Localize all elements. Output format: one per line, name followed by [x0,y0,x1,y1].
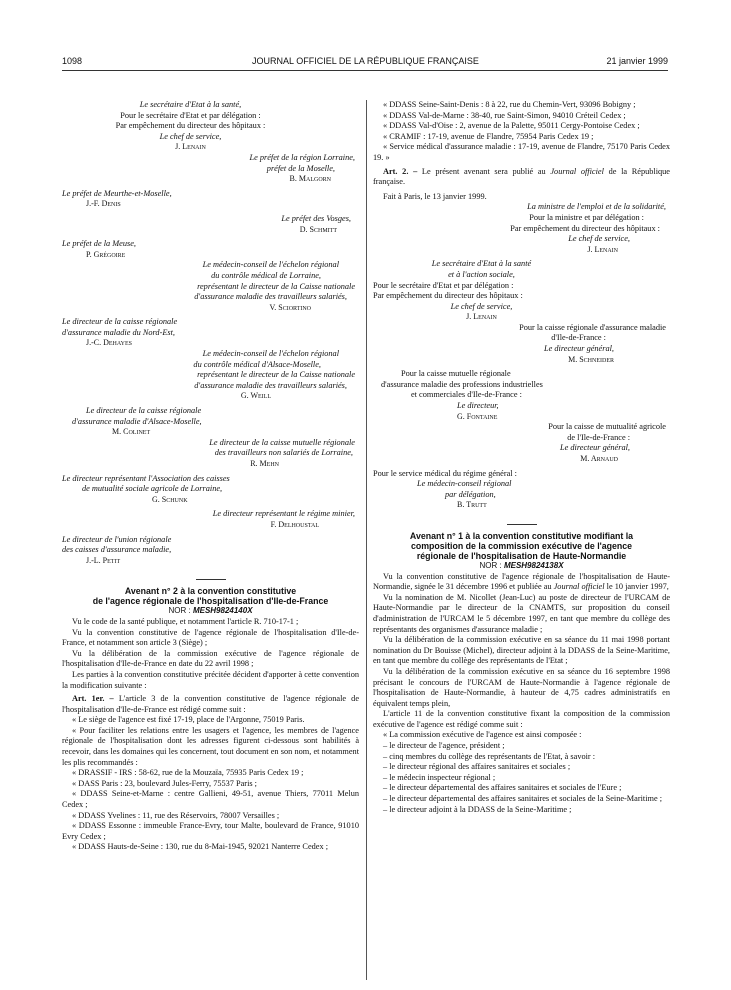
signature-group-r2 [373,259,670,323]
right-column [373,100,670,815]
sig-role: Le directeur de la caisse mutuelle régionale [209,437,355,447]
header-rule [62,70,668,71]
address-line: « DDASS Hauts-de-Seine : 130, rue du 8-Mai-1945, 92021 Nanterre Cedex ; [72,842,329,852]
signature-group-1 [62,100,359,153]
signature-group-2 [62,153,359,185]
sig-role: Le préfet de la Meuse, [62,239,136,249]
nor-reference: NOR : MESH9824140X [168,606,253,616]
paragraph: « Pour faciliter les relations entre les usagers et l'agence, les membres de l'agence régionale de l'hospitalisation dont les adresses figurent ci-dessous sont habilités à recevoir, dans les domaines qui les concernent, tout document en son nom, et notamment les plis recommandés : [62,725,359,767]
sig-role: Le secrétaire d'Etat à la santé, [139,100,242,109]
sig-name: R. Mehn [250,459,279,468]
address-line: « DDASS Essonne : immeuble France-Evry, tour Malte, boulevard de France, 91010 Evry Cedex ; [62,821,359,841]
sig-role: par délégation, [445,489,496,499]
sig-role: des caisses d'assurance maladie, [62,545,172,555]
issue-date: 21 janvier 1999 [606,56,668,66]
column-divider [366,100,367,980]
sig-role: Par empêchement du directeur des hôpitaux : [115,121,266,131]
section-title: composition de la commission exécutive de l'agence [410,540,633,551]
sig-role: Par empêchement du directeur des hôpitaux : [373,291,523,301]
section-title: régionale de l'hospitalisation de Haute-Normandie [416,550,627,561]
sig-role: Le médecin-conseil de l'échelon régional [202,260,339,270]
signature-group-3 [62,189,359,210]
sig-name: D. Schmitt [299,224,337,234]
sig-role: Pour le secrétaire d'Etat et par délégation : [120,110,261,120]
sig-name: J. Lenain [466,312,497,322]
signature-group-6 [62,260,359,313]
sig-role: Pour la ministre et par délégation : [529,212,644,222]
sig-name: V. Sciortino [269,302,311,312]
address-line: « CRAMIF : 17-19, avenue de Flandre, 75954 Paris Cedex 19 ; [383,131,594,141]
sig-role: de mutualité sociale agricole de Lorraine, [82,484,223,494]
page-number: 1098 [62,56,83,66]
sig-name: G. Schunk [152,494,188,504]
sig-role: Le directeur de la caisse régionale [86,406,202,416]
sig-name: P. Grégoire [86,249,126,259]
sub-list-item: – le directeur départemental des affaires sanitaires et sociales de la Seine-Maritime ; [383,794,663,804]
sub-list-item: – le directeur départemental des affaires sanitaires et sociales de l'Eure ; [383,783,622,793]
address-line: « DASS Paris : 23, boulevard Jules-Ferry, 75537 Paris ; [72,778,257,788]
paragraph: Vu le code de la santé publique, et notamment l'article R. 710-17-1 ; [72,616,299,626]
sig-role: Le médecin-conseil régional [417,479,512,489]
signature-group-12 [62,509,359,530]
journal-title: JOURNAL OFFICIEL DE LA RÉPUBLIQUE FRANÇAISE [252,56,479,66]
signature-group-9 [62,406,359,438]
sig-name: J. Lenain [175,142,206,152]
address-line: « DDASS Yvelines : 11, rue des Réservoirs, 78007 Versailles ; [72,810,280,820]
sig-role: Par empêchement du directeur des hôpitaux : [510,223,660,233]
sig-role: et commerciales d'Ile-de-France : [411,390,522,400]
sig-role: Le directeur, [457,401,499,411]
signature-group-5 [62,239,359,260]
avenant-1-section [373,531,670,815]
sig-name: G. Weill [240,391,271,401]
done-at: Fait à Paris, le 13 janvier 1999. [383,191,487,201]
paragraph: Vu la délibération de la commission exécutive de l'agence régionale de l'hospitalisation d'Ile-de-France en date du 22 avril 1998 ; [62,648,359,669]
paragraph: Vu la délibération de la commission exécutive en sa séance du 16 septembre 1998 précisant le concours de l'URCAM de Haute-Normandie à l'agence régionale de l'hospitalisation de Haute-Normandie, à hauteur de 4,75 cadres administratifs en équivalent temps plein, [373,666,670,708]
sig-role: d'assurance maladie des travailleurs salariés, [194,380,347,390]
sig-name: M. Colinet [112,427,151,437]
signature-group-8 [62,349,359,402]
address-line: « DDASS Val-de-Marne : 38-40, rue Saint-Simon, 94010 Créteil Cedex ; [383,110,626,120]
left-column [62,100,359,853]
address-line: « Service médical d'assurance maladie : 17-19, avenue de Flandre, 75170 Paris Cedex 19. » [373,142,670,162]
list-item: – le directeur de l'agence, président ; [383,741,505,751]
signature-group-r3 [373,323,670,365]
sig-role: Le directeur de l'union régionale [62,534,172,544]
sig-role: de l'Ile-de-France : [567,432,630,442]
address-line: « DDASS Val-d'Oise : 2, avenue de la Palette, 95011 Cergy-Pontoise Cedex ; [383,121,640,131]
sig-role: La ministre de l'emploi et de la solidarité, [527,202,666,212]
section-title: de l'agence régionale de l'hospitalisation d'Ile-de-France [92,596,329,607]
signature-group-r5 [373,422,670,464]
sig-role: préfet de la Moselle, [266,163,335,173]
sig-name: J. Lenain [587,244,618,254]
sig-role: Le directeur général, [560,443,630,453]
article-paragraph: Art. 2. – Le présent avenant sera publié au Journal officiel de la République française. [373,166,670,187]
sig-role: Le directeur général, [544,344,614,354]
sig-role: d'Ile-de-France : [551,333,606,343]
sig-role: d'assurance maladie du Nord-Est, [62,327,176,337]
sig-name: J.-L. Petit [86,555,121,565]
address-line: « DRASSIF - IRS : 58-62, rue de la Mouzaïa, 75935 Paris Cedex 19 ; [72,768,304,778]
signature-group-11 [62,474,359,506]
signature-group-r4 [373,369,670,422]
signature-group-r1 [373,202,670,255]
paragraph: Vu la nomination de M. Nicollet (Jean-Luc) au poste de directeur de l'URCAM de Haute-Normandie par le directeur de la CNAMTS, sur proposition du conseil d'administration de l'URCAM le 5 décembre 1997, en tant que membre du collège des représentants des organismes d'assurance maladie ; [373,592,670,634]
nor-reference: NOR : MESH9824138X [479,560,564,570]
sig-role: d'assurance maladie des professions industrielles [381,379,543,389]
sig-role: Pour la caisse régionale d'assurance maladie [519,322,666,332]
signature-group-r6 [373,469,670,511]
sig-role: d'assurance maladie d'Alsace-Moselle, [72,416,202,426]
sig-role: Le préfet des Vosges, [281,213,351,223]
paragraph: « Le siège de l'agence est fixé 17-19, place de l'Argonne, 75019 Paris. [72,715,305,725]
sig-name: G. Fontaine [457,411,498,421]
paragraph: Vu la délibération de la commission exécutive en sa séance du 11 mai 1998 portant nomination du Dr Bouisse (Michel), directeur adjoint à la DDASS de la Seine-Maritime, en tant que membre du collège des représentants de l'Etat ; [373,635,670,666]
article-paragraph: Art. 1er. – L'article 3 de la convention constitutive de l'agence régionale de l'hospitalisation d'Ile-de-France est rédigé comme suit : [62,694,360,714]
address-line: « DDASS Seine-et-Marne : centre Gallieni, 49-51, avenue Thiers, 77011 Melun Cedex ; [62,789,359,810]
sig-name: J.-C. Dehayes [86,338,133,348]
sub-list-item: – le directeur régional des affaires sanitaires et sociales ; [383,762,571,772]
sig-role: Le médecin-conseil de l'échelon régional [202,349,339,359]
sig-role: Pour le secrétaire d'Etat et par délégation : [373,280,514,290]
section-title: Avenant n° 1 à la convention constitutive modifiant la [409,530,634,541]
sig-name: M. Schneider [568,354,614,364]
sub-list-item: – le médecin inspecteur régional ; [383,772,496,782]
sig-name: M. Arnaud [580,454,618,463]
sig-role: du contrôle médical d'Alsace-Moselle, [193,359,321,369]
sig-role: Le chef de service, [568,234,630,244]
signature-group-7 [62,317,359,349]
sig-role: Pour le service médical du régime général : [373,468,517,478]
paragraph: L'article 11 de la convention constitutive fixant la composition de la commission exécutive de l'agence est rédigé comme suit : [373,709,670,729]
sig-role: des travailleurs non salariés de Lorraine, [214,448,353,458]
sig-role: Le préfet de la région Lorraine, [249,152,355,162]
avenant-2-section [62,586,359,853]
address-line: « DDASS Seine-Saint-Denis : 8 à 22, rue du Chemin-Vert, 93096 Bobigny ; [383,100,636,109]
address-list-continued [373,100,670,164]
sig-name: F. Delhoustal [270,519,319,529]
sig-role: d'assurance maladie des travailleurs salariés, [194,292,347,302]
sig-role: représentant le directeur de la Caisse nationale [197,370,355,380]
paragraph: Vu la convention constitutive de l'agence régionale de l'hospitalisation de Haute-Normandie, signée le 31 décembre 1996 et publiée au Journal officiel le 10 janvier 1997, [373,571,670,592]
sig-role: Le secrétaire d'Etat à la santé [431,259,532,269]
sig-role: et à l'action sociale, [448,269,515,279]
sig-role: Le directeur représentant le régime minier, [212,509,355,519]
paragraph: Les parties à la convention constitutive précitée décident d'apporter à cette convention la modification suivante : [62,669,359,690]
sig-role: représentant le directeur de la Caisse nationale [197,281,355,291]
paragraph: « La commission exécutive de l'agence est ainsi composée : [383,730,582,740]
sig-role: Le préfet de Meurthe-et-Moselle, [62,188,172,198]
signature-group-13 [62,535,359,567]
sig-role: Le chef de service, [159,131,222,141]
sig-name: J.-F. Denis [86,199,121,209]
separator [507,524,537,525]
sig-role: Le directeur de la caisse régionale [62,317,178,327]
sig-role: Le directeur représentant l'Association des caisses [62,473,230,483]
sub-list-item: – le directeur adjoint à la DDASS de la Seine-Maritime ; [383,804,572,814]
signature-group-10 [62,438,359,470]
separator [196,579,226,580]
sig-role: Le chef de service, [450,301,513,311]
sig-name: B. Malgorn [289,174,331,184]
sig-role: Pour la caisse mutuelle régionale [401,369,511,379]
paragraph: Vu la convention constitutive de l'agence régionale de l'hospitalisation d'Ile-de-France, et notamment son article 3 (Siège) ; [62,627,359,648]
sig-name: B. Trutt [457,500,487,510]
sig-role: du contrôle médical de Lorraine, [211,270,321,280]
sig-role: Pour la caisse de mutualité agricole [548,422,666,432]
signature-group-4 [62,214,359,235]
list-item: – cinq membres du collège des représentants de l'Etat, à savoir : [383,751,596,761]
section-title: Avenant n° 2 à la convention constitutive [124,586,297,597]
